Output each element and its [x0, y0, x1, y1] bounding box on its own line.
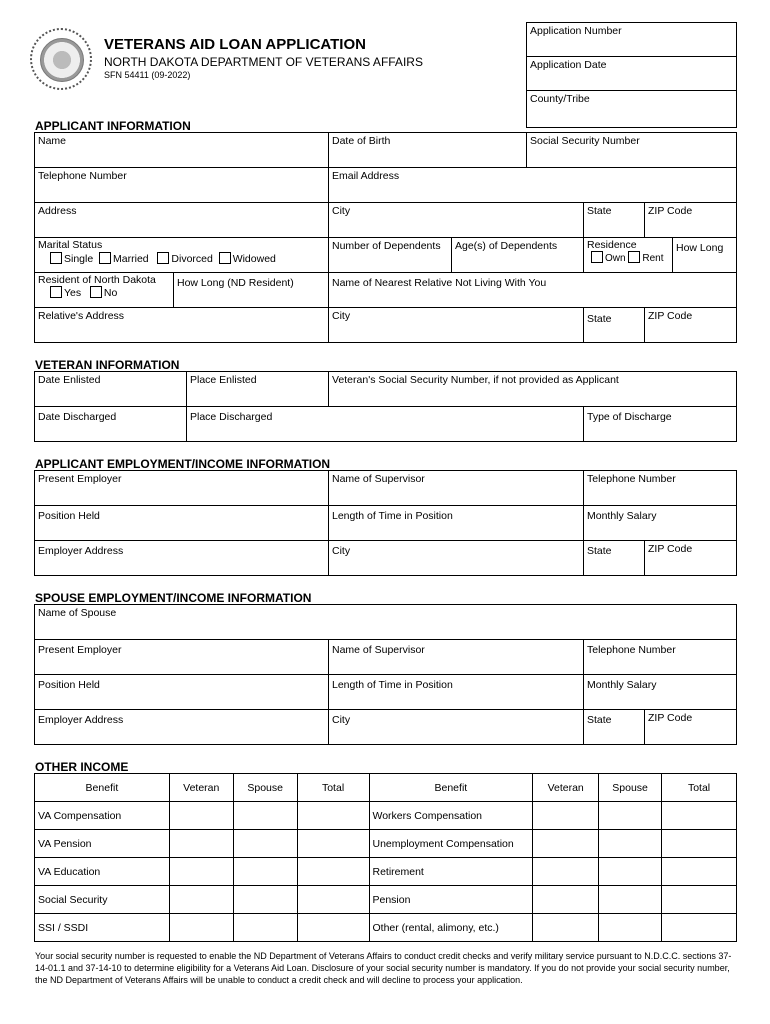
table-row	[35, 830, 737, 858]
application-number-field[interactable]	[526, 22, 737, 57]
widowed-label: Widowed	[232, 253, 276, 265]
benefit-label: Unemployment Compensation	[369, 830, 533, 858]
header-benefit: Benefit	[35, 774, 170, 802]
ssn-field[interactable]	[526, 132, 737, 168]
benefit-label: VA Pension	[35, 830, 170, 858]
spouse-salary-field[interactable]	[583, 674, 737, 710]
dob-label: Date of Birth	[332, 135, 391, 147]
city-field[interactable]	[328, 202, 584, 238]
relative-address-field[interactable]	[34, 307, 329, 343]
veteran-amount-cell[interactable]	[169, 802, 233, 830]
supervisor-label: Name of Supervisor	[332, 473, 425, 485]
other-income-header-row	[35, 774, 737, 802]
total-amount-cell[interactable]	[297, 914, 369, 942]
email-label: Email Address	[332, 170, 400, 182]
spouse-salary-label: Monthly Salary	[587, 679, 657, 691]
relative-zip-label: ZIP Code	[648, 310, 693, 322]
married-checkbox[interactable]	[99, 252, 111, 264]
section-other-income: OTHER INCOME	[35, 760, 129, 774]
table-row	[35, 886, 737, 914]
spouse-name-field[interactable]	[34, 604, 737, 640]
spouse-amount-cell[interactable]	[233, 802, 297, 830]
spouse-amount-cell[interactable]	[233, 886, 297, 914]
form-number: SFN 54411 (09-2022)	[104, 70, 191, 80]
salary-field[interactable]	[583, 505, 737, 541]
name-label: Name	[38, 135, 67, 147]
address-label: Address	[38, 205, 77, 217]
employer-address-label: Employer Address	[38, 545, 124, 557]
zip-label: ZIP Code	[648, 205, 693, 217]
spouse-employer-address-label: Employer Address	[38, 714, 124, 726]
total-amount-cell[interactable]	[662, 830, 737, 858]
present-employer-field[interactable]	[34, 470, 329, 506]
date-enlisted-label: Date Enlisted	[38, 374, 101, 386]
relative-state-label: State	[587, 313, 612, 325]
total-amount-cell[interactable]	[297, 802, 369, 830]
supervisor-field[interactable]	[328, 470, 584, 506]
spouse-amount-cell[interactable]	[233, 858, 297, 886]
position-label: Position Held	[38, 510, 100, 522]
veteran-amount-cell[interactable]	[169, 830, 233, 858]
employer-state-label: State	[587, 545, 612, 557]
dob-field[interactable]	[328, 132, 527, 168]
place-discharged-field[interactable]	[186, 406, 584, 442]
spouse-length-label: Length of Time in Position	[332, 679, 453, 691]
veteran-ssn-field[interactable]	[328, 371, 737, 407]
how-long-nd-label: How Long (ND Resident)	[177, 277, 294, 289]
header-spouse: Spouse	[233, 774, 297, 802]
name-field[interactable]	[34, 132, 329, 168]
spouse-position-field[interactable]	[34, 674, 329, 710]
employer-phone-field[interactable]	[583, 470, 737, 506]
table-row	[35, 914, 737, 942]
place-enlisted-field[interactable]	[186, 371, 329, 407]
employer-city-field[interactable]	[328, 540, 584, 576]
rent-checkbox[interactable]	[628, 251, 640, 263]
type-discharge-field[interactable]	[583, 406, 737, 442]
length-label: Length of Time in Position	[332, 510, 453, 522]
employer-phone-label: Telephone Number	[587, 473, 676, 485]
veteran-amount-cell[interactable]	[533, 886, 599, 914]
own-checkbox[interactable]	[591, 251, 603, 263]
spouse-supervisor-label: Name of Supervisor	[332, 644, 425, 656]
spouse-phone-field[interactable]	[583, 639, 737, 675]
how-long-label: How Long	[676, 242, 724, 254]
header-veteran: Veteran	[169, 774, 233, 802]
total-amount-cell[interactable]	[662, 914, 737, 942]
benefit-label: Retirement	[369, 858, 533, 886]
privacy-notice: Your social security number is requested to enable the ND Department of Veterans Affairs to conduct credit checks and verify military service pursuant to N.D.C.C. sections 37-14-01.1 and 37-14-10 to determine eligibility for a Veterans Aid Loan. Disclosure of your social security number is mandatory. If you do not provide your social security number, the ND Department of Veterans Affairs will be unable to conduct a credit check and will decline to process your application.	[35, 951, 732, 985]
total-amount-cell[interactable]	[297, 886, 369, 914]
marital-status-field	[34, 237, 329, 273]
salary-label: Monthly Salary	[587, 510, 657, 522]
place-discharged-label: Place Discharged	[190, 411, 273, 423]
spouse-employer-address-field[interactable]	[34, 709, 329, 745]
spouse-amount-cell[interactable]	[599, 914, 662, 942]
resident-no-label: No	[103, 287, 118, 299]
ssn-label: Social Security Number	[530, 135, 640, 147]
residence-label: Residence	[587, 239, 637, 251]
address-field[interactable]	[34, 202, 329, 238]
dependents-field[interactable]	[328, 237, 452, 273]
residence-field	[583, 237, 673, 273]
employer-state-field[interactable]	[583, 540, 645, 576]
resident-yes-label: Yes	[64, 287, 82, 299]
total-amount-cell[interactable]	[662, 886, 737, 914]
nearest-relative-field[interactable]	[328, 272, 737, 308]
how-long-nd-field[interactable]	[173, 272, 329, 308]
relative-city-field[interactable]	[328, 307, 584, 343]
spouse-zip-field[interactable]	[644, 709, 737, 745]
dependent-ages-field[interactable]	[451, 237, 584, 273]
spouse-city-label: City	[332, 714, 351, 726]
veteran-amount-cell[interactable]	[169, 858, 233, 886]
application-number-label: Application Number	[530, 25, 622, 37]
header-benefit: Benefit	[369, 774, 533, 802]
spouse-city-field[interactable]	[328, 709, 584, 745]
own-label: Own	[605, 253, 626, 264]
county-tribe-field[interactable]	[526, 90, 737, 128]
spouse-amount-cell[interactable]	[599, 886, 662, 914]
header-total: Total	[662, 774, 737, 802]
veteran-amount-cell[interactable]	[533, 858, 599, 886]
spouse-length-field[interactable]	[328, 674, 584, 710]
type-discharge-label: Type of Discharge	[587, 411, 672, 423]
spouse-zip-label: ZIP Code	[648, 712, 693, 724]
benefit-label: VA Compensation	[35, 802, 170, 830]
spouse-state-field[interactable]	[583, 709, 645, 745]
section-applicant-info: APPLICANT INFORMATION	[35, 119, 191, 133]
spouse-employer-field[interactable]	[34, 639, 329, 675]
employer-zip-field[interactable]	[644, 540, 737, 576]
header-total: Total	[297, 774, 369, 802]
date-discharged-label: Date Discharged	[38, 411, 117, 423]
single-checkbox[interactable]	[50, 252, 62, 264]
veteran-amount-cell[interactable]	[533, 914, 599, 942]
spouse-amount-cell[interactable]	[233, 830, 297, 858]
employer-city-label: City	[332, 545, 351, 557]
spouse-phone-label: Telephone Number	[587, 644, 676, 656]
dependent-ages-label: Age(s) of Dependents	[455, 240, 558, 252]
form-title: VETERANS AID LOAN APPLICATION	[104, 36, 366, 53]
resident-no-checkbox[interactable]	[90, 286, 102, 298]
date-enlisted-field[interactable]	[34, 371, 187, 407]
county-tribe-label: County/Tribe	[530, 93, 590, 105]
table-row	[35, 802, 737, 830]
nearest-relative-label: Name of Nearest Relative Not Living With You	[332, 277, 547, 289]
relative-state-field[interactable]	[583, 307, 645, 343]
relative-zip-field[interactable]	[644, 307, 737, 343]
resident-yes-checkbox[interactable]	[50, 286, 62, 298]
application-date-field[interactable]	[526, 56, 737, 91]
phone-field[interactable]	[34, 167, 329, 203]
state-seal-logo	[30, 28, 92, 90]
relative-address-label: Relative's Address	[38, 310, 125, 322]
spouse-amount-cell[interactable]	[233, 914, 297, 942]
benefit-label: Workers Compensation	[369, 802, 533, 830]
marital-status-label: Marital Status	[38, 239, 103, 251]
rent-label: Rent	[642, 253, 664, 264]
spouse-employer-label: Present Employer	[38, 644, 122, 656]
present-employer-label: Present Employer	[38, 473, 122, 485]
spouse-supervisor-field[interactable]	[328, 639, 584, 675]
benefit-label: Pension	[369, 886, 533, 914]
veteran-amount-cell[interactable]	[533, 802, 599, 830]
section-veteran-info: VETERAN INFORMATION	[35, 358, 180, 372]
veteran-amount-cell[interactable]	[169, 914, 233, 942]
benefit-label: Social Security	[35, 886, 170, 914]
employer-zip-label: ZIP Code	[648, 543, 693, 555]
spouse-position-label: Position Held	[38, 679, 100, 691]
benefit-label: Other (rental, alimony, etc.)	[369, 914, 533, 942]
veteran-ssn-label: Veteran's Social Security Number, if not provided as Applicant	[332, 374, 619, 386]
department-name: NORTH DAKOTA DEPARTMENT OF VETERANS AFFAIRS	[104, 55, 423, 69]
veteran-amount-cell[interactable]	[533, 830, 599, 858]
total-amount-cell[interactable]	[662, 858, 737, 886]
section-spouse-employment: SPOUSE EMPLOYMENT/INCOME INFORMATION	[35, 591, 312, 605]
application-date-label: Application Date	[530, 59, 607, 71]
table-row	[35, 858, 737, 886]
state-field[interactable]	[583, 202, 645, 238]
resident-nd-label: Resident of North Dakota	[38, 274, 156, 286]
benefit-label: VA Education	[35, 858, 170, 886]
spouse-amount-cell[interactable]	[599, 802, 662, 830]
header-spouse: Spouse	[599, 774, 662, 802]
divorced-label: Divorced	[171, 253, 213, 265]
spouse-amount-cell[interactable]	[599, 858, 662, 886]
email-field[interactable]	[328, 167, 737, 203]
total-amount-cell[interactable]	[662, 802, 737, 830]
state-label: State	[587, 205, 612, 217]
total-amount-cell[interactable]	[297, 858, 369, 886]
resident-nd-field	[34, 272, 174, 308]
phone-label: Telephone Number	[38, 170, 127, 182]
how-long-field[interactable]	[672, 237, 737, 273]
zip-field[interactable]	[644, 202, 737, 238]
total-amount-cell[interactable]	[297, 830, 369, 858]
veteran-amount-cell[interactable]	[169, 886, 233, 914]
length-field[interactable]	[328, 505, 584, 541]
spouse-amount-cell[interactable]	[599, 830, 662, 858]
benefit-label: SSI / SSDI	[35, 914, 170, 942]
spouse-state-label: State	[587, 714, 612, 726]
relative-city-label: City	[332, 310, 351, 322]
divorced-checkbox[interactable]	[157, 252, 169, 264]
spouse-name-label: Name of Spouse	[38, 607, 117, 619]
place-enlisted-label: Place Enlisted	[190, 374, 257, 386]
widowed-checkbox[interactable]	[219, 252, 231, 264]
date-discharged-field[interactable]	[34, 406, 187, 442]
married-label: Married	[113, 253, 149, 265]
dependents-label: Number of Dependents	[332, 240, 441, 252]
single-label: Single	[64, 253, 94, 265]
city-label: City	[332, 205, 351, 217]
other-income-table	[34, 773, 737, 942]
header-veteran: Veteran	[533, 774, 599, 802]
employer-address-field[interactable]	[34, 540, 329, 576]
section-applicant-employment: APPLICANT EMPLOYMENT/INCOME INFORMATION	[35, 457, 331, 471]
position-field[interactable]	[34, 505, 329, 541]
